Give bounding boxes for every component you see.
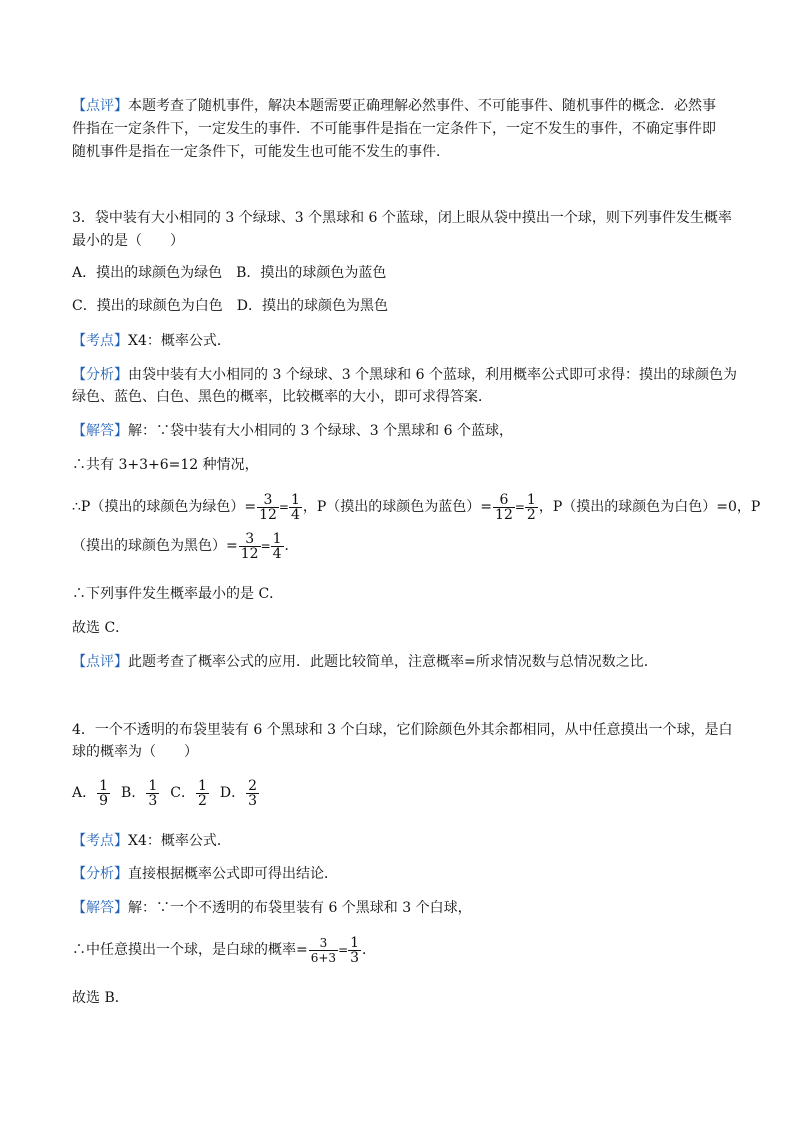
frac-denominator: 4 bbox=[290, 506, 300, 523]
q3-frac-green bbox=[257, 493, 279, 522]
q3-p-black-label: （摸出的球颜色为黑色）= bbox=[72, 538, 238, 554]
q4-stem-line-1: 4．一个不透明的布袋里装有 6 个黑球和 3 个白球，它们除颜色外其余都相同，从中任意摸出一个球，是白 bbox=[72, 722, 733, 738]
period: ． bbox=[362, 942, 377, 958]
equals-sign: = bbox=[260, 539, 271, 553]
q4-jieda-line-2 bbox=[72, 933, 376, 967]
frac-numerator: 1 bbox=[197, 777, 207, 794]
q3-options-row-2 bbox=[72, 296, 388, 316]
q4-option-d-frac bbox=[246, 779, 259, 808]
q4-option-a-label: A． bbox=[72, 785, 97, 801]
frac-denominator: 2 bbox=[197, 792, 207, 809]
frac-denominator: 3 bbox=[350, 949, 360, 966]
frac-denominator: 12 bbox=[259, 506, 277, 523]
q4-kaodian bbox=[72, 831, 231, 851]
q4-jieda-tag: 【解答】 bbox=[72, 900, 128, 916]
q4-jieda-line-1 bbox=[72, 898, 472, 918]
equals-sign: = bbox=[338, 943, 349, 957]
frac-numerator: 1 bbox=[526, 491, 536, 508]
q3-dianping bbox=[72, 652, 658, 672]
q3-jieda-line-2: ∴共有 3+3+6=12 种情况， bbox=[72, 457, 259, 473]
period: ． bbox=[284, 538, 299, 554]
q3-stem-line-1: 3．袋中装有大小相同的 3 个绿球、3 个黑球和 6 个蓝球，闭上眼从袋中摸出一个球，则下列事件发生概率 bbox=[72, 210, 732, 226]
q3-kaodian-tag: 【考点】 bbox=[72, 333, 128, 349]
q3-jieda-text-1: 解：∵袋中装有大小相同的 3 个绿球、3 个黑球和 6 个蓝球， bbox=[128, 423, 513, 439]
q4-frac-white-result bbox=[348, 936, 361, 965]
q3-jieda-tag: 【解答】 bbox=[72, 423, 128, 439]
frac-denominator: 3 bbox=[148, 792, 158, 809]
q3-fenxi-line-1 bbox=[72, 365, 737, 385]
q3-prob-line-2 bbox=[72, 529, 299, 563]
q3-stem-line-2: 最小的是（ ） bbox=[72, 233, 184, 249]
frac-numerator: 6 bbox=[493, 493, 515, 508]
frac-denominator: 12 bbox=[495, 506, 513, 523]
frac-denominator: 4 bbox=[272, 545, 282, 562]
q4-fenxi bbox=[72, 864, 338, 884]
q3-fenxi-tag: 【分析】 bbox=[72, 367, 128, 383]
q4-prob-label: ∴中任意摸出一个球，是白球的概率= bbox=[72, 942, 308, 958]
frac-numerator: 1 bbox=[99, 777, 109, 794]
q4-jieda-text-1: 解：∵一个不透明的布袋里装有 6 个黑球和 3 个白球， bbox=[128, 900, 472, 916]
q3-frac-blue-result bbox=[525, 493, 538, 522]
q3-frac-black-result bbox=[271, 532, 284, 561]
q4-fenxi-text: 直接根据概率公式即可得出结论． bbox=[128, 866, 338, 882]
q4-kaodian-tag: 【考点】 bbox=[72, 833, 128, 849]
comment-line-2: 件指在一定条件下，一定发生的事件．不可能事件是指在一定条件下，一定不发生的事件，不确定事件即 bbox=[72, 121, 716, 137]
frac-denominator: 9 bbox=[99, 792, 109, 809]
frac-numerator: 3 bbox=[257, 493, 279, 508]
q4-fenxi-tag: 【分析】 bbox=[72, 866, 128, 882]
q4-kaodian-text: X4：概率公式． bbox=[128, 833, 231, 849]
frac-denominator: 6+3 bbox=[310, 950, 337, 965]
q4-frac-white bbox=[309, 936, 338, 965]
frac-numerator: 3 bbox=[309, 936, 338, 951]
frac-numerator: 2 bbox=[248, 777, 258, 794]
q3-frac-black bbox=[239, 532, 261, 561]
q3-frac-blue bbox=[493, 493, 515, 522]
q3-p-green-label: ∴P（摸出的球颜色为绿色）= bbox=[72, 499, 257, 515]
q3-dianping-text: 此题考查了概率公式的应用．此题比较简单，注意概率=所求情况数与总情况数之比． bbox=[128, 654, 658, 670]
q3-option-d: D．摸出的球颜色为黑色 bbox=[236, 298, 388, 314]
q4-stem-line-2: 球的概率为（ ） bbox=[72, 744, 198, 760]
frac-denominator: 2 bbox=[526, 506, 536, 523]
q3-fenxi-text-1: 由袋中装有大小相同的 3 个绿球、3 个黑球和 6 个蓝球，利用概率公式即可求得：摸出的球颜色为 bbox=[128, 367, 737, 383]
frac-numerator: 1 bbox=[290, 491, 300, 508]
q3-frac-green-result bbox=[289, 493, 302, 522]
comment-line-3: 随机事件是指在一定条件下，可能发生也可能不发生的事件． bbox=[72, 144, 450, 160]
frac-numerator: 1 bbox=[350, 934, 360, 951]
q3-p-white-label: ，P（摸出的球颜色为白色）=0，P bbox=[538, 499, 761, 515]
q4-option-c-frac bbox=[196, 779, 209, 808]
q3-dianping-tag: 【点评】 bbox=[72, 654, 128, 670]
q4-choice: 故选 B． bbox=[72, 990, 129, 1006]
q3-fenxi-line-2: 绿色、蓝色、白色、黑色的概率，比较概率的大小，即可求得答案． bbox=[72, 389, 492, 405]
q3-options-row-1 bbox=[72, 263, 386, 283]
q4-option-b-label: B． bbox=[121, 785, 146, 801]
frac-denominator: 12 bbox=[240, 545, 259, 562]
q3-option-a: A．摸出的球颜色为绿色 bbox=[72, 265, 223, 281]
equals-sign: = bbox=[514, 500, 525, 514]
comment-text-1: 本题考查了随机事件，解决本题需要正确理解必然事件、不可能事件、随机事件的概念．必然事 bbox=[128, 98, 716, 114]
frac-numerator: 3 bbox=[239, 532, 261, 547]
comment-tag: 【点评】 bbox=[72, 98, 128, 114]
q4-option-a-frac bbox=[97, 779, 110, 808]
q3-option-b: B．摸出的球颜色为蓝色 bbox=[236, 265, 387, 281]
frac-numerator: 1 bbox=[148, 777, 158, 794]
q3-conclusion: ∴下列事件发生概率最小的是 C． bbox=[72, 586, 284, 602]
frac-numerator: 1 bbox=[272, 530, 282, 547]
q4-option-b-frac bbox=[146, 779, 159, 808]
q4-option-d-label: D． bbox=[219, 785, 246, 801]
comment-line-1 bbox=[72, 96, 716, 116]
q3-p-blue-label: ，P（摸出的球颜色为蓝色）= bbox=[302, 499, 493, 515]
q3-kaodian-text: X4：概率公式． bbox=[128, 333, 231, 349]
equals-sign: = bbox=[278, 500, 289, 514]
q4-option-c-label: C． bbox=[170, 785, 195, 801]
q3-prob-line-1 bbox=[72, 490, 760, 524]
q3-option-c: C．摸出的球颜色为白色 bbox=[72, 298, 223, 314]
q3-choice: 故选 C． bbox=[72, 620, 130, 636]
q4-options bbox=[72, 776, 260, 810]
frac-denominator: 3 bbox=[248, 792, 258, 809]
q3-jieda-line-1 bbox=[72, 421, 513, 441]
q3-kaodian bbox=[72, 331, 231, 351]
